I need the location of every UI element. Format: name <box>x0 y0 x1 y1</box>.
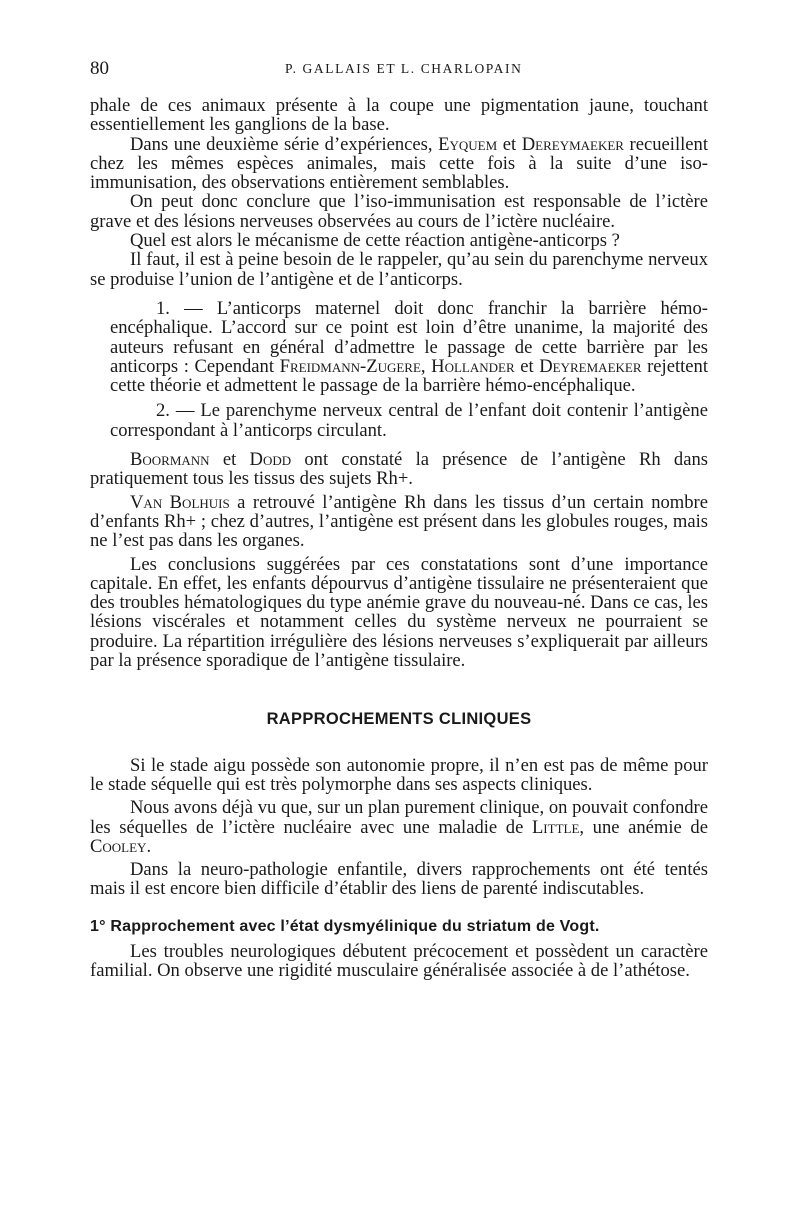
paragraph: Boormann et Dodd ont constaté la présence de l’antigène Rh dans pratiquement tous les tissus des sujets Rh+. <box>90 449 708 490</box>
paragraph: Il faut, il est à peine besoin de le rappeler, qu’au sein du parenchyme nerveux se produise l’union de l’antigène et de l’anticorps. <box>90 249 708 290</box>
paragraph: Nous avons déjà vu que, sur un plan purement clinique, on pouvait confondre les séquelles de l’ictère nucléaire avec une maladie de Little, une anémie de Cooley. <box>90 797 708 857</box>
author-name: Boormann <box>130 449 210 471</box>
author-name: Deyremaeker <box>539 355 642 377</box>
author-name: Hollander <box>431 355 515 377</box>
running-head <box>90 58 710 84</box>
author-name: Freidmann-Zugere <box>279 355 421 377</box>
paragraph: Les troubles neurologiques débutent précocement et possèdent un caractère familial. On observe une rigidité musculaire généralisée associée à de l’athétose. <box>90 940 708 982</box>
author-name: Eyquem <box>438 133 498 155</box>
paragraph: phale de ces animaux présente à la coupe une pigmentation jaune, touchant essentiellement les ganglions de la base. <box>90 95 708 136</box>
list-item: 1. — L’anticorps maternel doit donc franchir la barrière hémo-encéphalique. L’accord sur ce point est loin d’être unanime, la majorité des auteurs refusant en général d’admettre le passage de cette barrière par les anticorps : Cependant Freidmann-Zugere, Hollander et Deyremaeker rejettent cette théorie et admettent le passage de la barrière hémo-encéphalique. <box>110 297 709 397</box>
author-name: Dodd <box>249 449 292 471</box>
author-name: Little <box>531 816 580 838</box>
author-name: Van Bolhuis <box>130 491 230 513</box>
body-text <box>90 96 708 981</box>
paragraph: Les conclusions suggérées par ces constatations sont d’une importance capitale. En effet, les enfants dépourvus d’antigène tissulaire ne présenteraient que des troubles hématologiques du type anémie grave du nouveau-né. Dans ce cas, les lésions viscérales et notamment celles du système nerveux ne pourraient se produire. La répartition irrégulière des lésions nerveuses s’expliquerait par ailleurs par la présence sporadique de l’antigène tissulaire. <box>90 553 708 672</box>
list-item: 2. — Le parenchyme nerveux central de l’enfant doit contenir l’antigène correspondant à l’anticorps circulant. <box>110 400 708 441</box>
paragraph: Dans la neuro-pathologie enfantile, divers rapprochements ont été tentés mais il est encore bien difficile d’établir des liens de parenté indiscutables. <box>90 859 708 900</box>
author-name: Cooley <box>90 835 147 857</box>
subsection-heading: 1° Rapprochement avec l’état dysmyélinique du striatum de Vogt. <box>90 917 600 935</box>
paragraph: Dans une deuxième série d’expériences, Eyquem et Dereymaeker recueillent chez les mêmes espèces animales, mais cette fois à la suite d’une iso-immunisation, des observations entièrement semblables. <box>90 133 709 194</box>
page-number: 80 <box>90 58 109 79</box>
paragraph: Si le stade aigu possède son autonomie propre, il n’en est pas de même pour le stade séquelle qui est très polymorphe dans ses aspects cliniques. <box>90 754 708 795</box>
paragraph: Van Bolhuis a retrouvé l’antigène Rh dans les tissus d’un certain nombre d’enfants Rh+ ; chez d’autres, l’antigène est présent dans les globules rouges, mais ne l’est pas dans les organes. <box>90 491 708 552</box>
running-head-authors: P. GALLAIS ET L. CHARLOPAIN <box>285 61 523 76</box>
paragraph: Quel est alors le mécanisme de cette réaction antigène-anticorps ? <box>130 230 620 252</box>
author-name: Dereymaeker <box>521 133 624 155</box>
paragraph: On peut donc conclure que l’iso-immunisation est responsable de l’ictère grave et des lésions nerveuses observées au cours de l’ictère nucléaire. <box>90 191 708 232</box>
section-heading: RAPPROCHEMENTS CLINIQUES <box>266 710 532 729</box>
